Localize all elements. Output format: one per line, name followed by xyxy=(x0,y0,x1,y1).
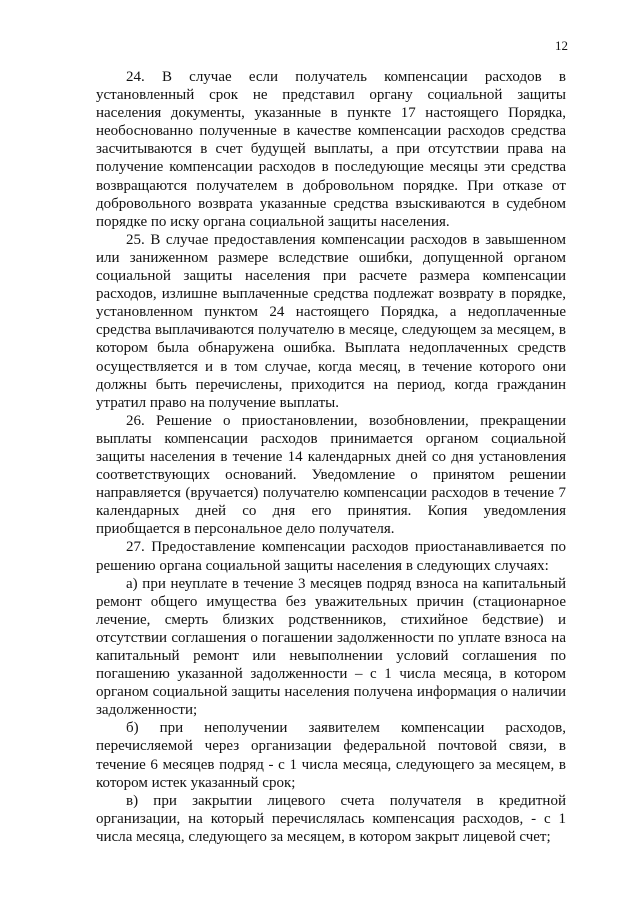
paragraph-27: 27. Предоставление компенсации расходов приостанавливается по решению органа социальной защиты населения в следующих случаях: xyxy=(96,539,566,574)
page-number: 12 xyxy=(555,38,568,53)
paragraph-25: 25. В случае предоставления компенсации расходов в завышенном или заниженном размере вследствие ошибки, допущенной органом социальной защиты населения при расчете размера компенсации расходов, излишне выплаченные средства подлежат возврату в порядке, установленном пунктом 24 настоящего Порядка, а недоплаченные средства выплачиваются получателю в месяце, следующем за месяцем, в котором была обнаружена ошибка. Выплата недоплаченных средств осуществляется и в том случае, когда месяц, в течение которого они должны быть перечислены, приходится на период, когда гражданин утратил право на получение выплаты. xyxy=(96,231,566,411)
paragraph-24: 24. В случае если получатель компенсации расходов в установленный срок не представил органу социальной защиты населения документы, указанные в пункте 17 настоящего Порядка, необоснованно полученные в качестве компенсации расходов средства засчитываются в счет будущей выплаты, а при отсутствии права на получение компенсации расходов в последующие месяцы эти средства возвращаются получателем в добровольном порядке. При отказе от добровольного возврата указанные средства взыскиваются в судебном порядке по иску органа социальной защиты населения. xyxy=(96,69,566,230)
paragraph-27-item-v: в) при закрытии лицевого счета получателя в кредитной организации, на который перечислялась компенсация расходов, - с 1 числа месяца, следующего за месяцем, в котором закрыт лицевой счет; xyxy=(96,792,566,845)
paragraph-27-item-a: а) при неуплате в течение 3 месяцев подряд взноса на капитальный ремонт общего имущества без уважительных причин (стационарное лечение, смерть близких родственников, стихийное бедствие) и отсутствии соглашения о погашении задолженности по уплате взноса на капитальный ремонт или невыполнении условий соглашения по погашению указанной задолженности – с 1 числа месяца, в котором органом социальной защиты населения получена информация о наличии задолженности; xyxy=(96,575,566,719)
document-body xyxy=(96,68,566,846)
paragraph-26: 26. Решение о приостановлении, возобновлении, прекращении выплаты компенсации расходов принимается органом социальной защиты населения в течение 14 календарных дней со дня установления соответствующих оснований. Уведомление о принятом решении направляется (вручается) получателю компенсации расходов в течение 7 календарных дней со дня его принятия. Копия уведомления приобщается в персональное дело получателя. xyxy=(96,412,566,538)
paragraph-27-item-b: б) при неполучении заявителем компенсации расходов, перечисляемой через организации федеральной почтовой связи, в течение 6 месяцев подряд - с 1 числа месяца, следующего за месяцем, в котором истек указанный срок; xyxy=(96,720,566,791)
